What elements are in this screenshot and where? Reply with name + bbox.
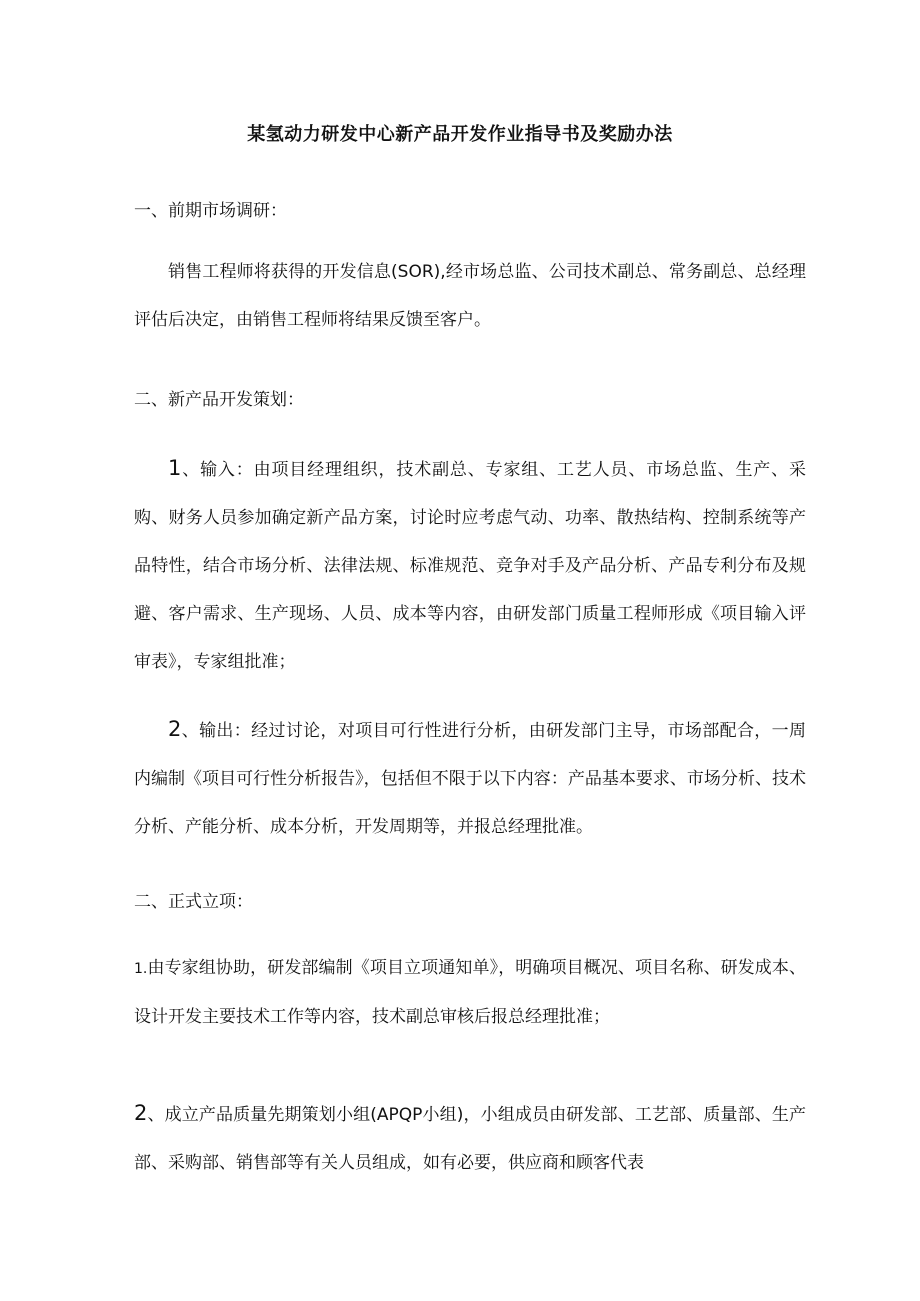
paragraph-input [134,444,806,686]
item-text: 、成立产品质量先期策划小组(APQP小组)，小组成员由研发部、工艺部、质量部、生产部、采购部、销售部等有关人员组成，如有必要，供应商和顾客代表 [134,1105,806,1173]
item-number: 1. [134,961,148,977]
paragraph-apqp-team [134,1089,806,1187]
document-title: 某氢动力研发中心新产品开发作业指导书及奖励办法 [247,124,673,145]
paragraph-approval-notice [134,944,806,1041]
paragraph-market-research: 销售工程师将获得的开发信息(SOR),经市场总监、公司技术副总、常务副总、总经理评估后决定，由销售工程师将结果反馈至客户。 [134,262,806,330]
section-heading-project-approval: 二、正式立项： [134,892,253,912]
item-number: 1 [168,456,182,480]
section-heading-market-research: 一、前期市场调研： [134,201,287,221]
item-text: 由专家组协助，研发部编制《项目立项通知单》，明确项目概况、项目名称、研发成本、设计开发主要技术工作等内容，技术副总审核后报总经理批准； [134,958,806,1027]
item-text: 、输入：由项目经理组织，技术副总、专家组、工艺人员、市场总监、生产、采购、财务人员参加确定新产品方案，讨论时应考虑气动、功率、散热结构、控制系统等产品特性，结合市场分析、法律法规、标准规范、竞争对手及产品分析、产品专利分布及规避、客户需求、生产现场、人员、成本等内容，由研发部门质量工程师形成《项目输入评审表》，专家组批准； [134,460,806,672]
item-text: 、输出：经过讨论，对项目可行性进行分析，由研发部门主导，市场部配合，一周内编制《项目可行性分析报告》，包括但不限于以下内容：产品基本要求、市场分析、技术分析、产能分析、成本分析，开发周期等，并报总经理批准。 [134,721,806,837]
item-number: 2 [168,717,182,741]
paragraph-output [134,705,806,851]
section-heading-product-planning: 二、新产品开发策划： [134,390,304,410]
item-number: 2 [134,1101,148,1125]
